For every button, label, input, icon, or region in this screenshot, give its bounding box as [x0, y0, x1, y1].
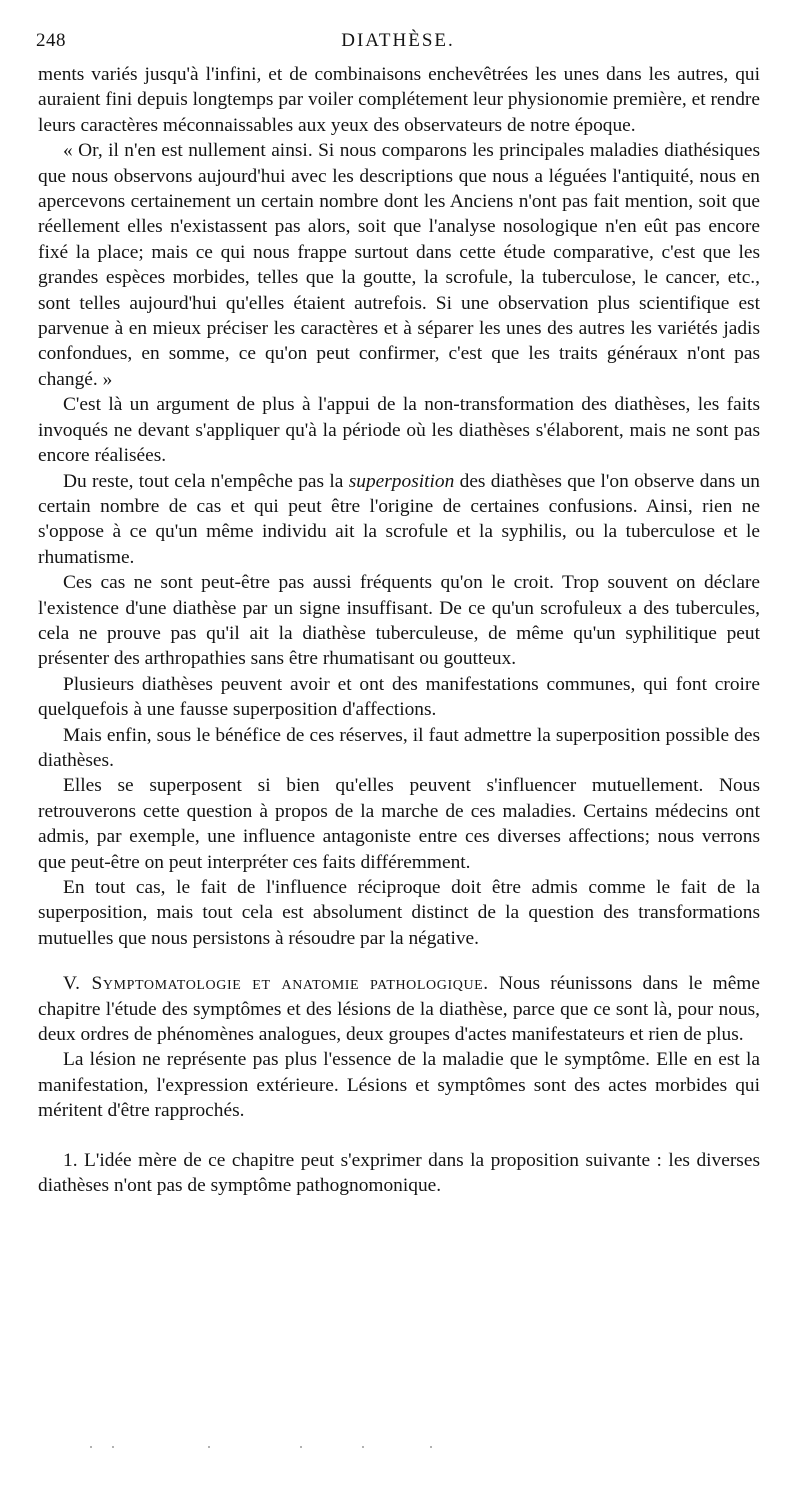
body-text: [38, 62, 760, 1198]
paragraph-proposition: 1. L'idée mère de ce chapitre peut s'exprimer dans la proposition suivante : les diverses diathèses n'ont pas de symptôme pathognomonique.: [38, 1149, 760, 1197]
paragraph-frequency: Ces cas ne sont peut-être pas aussi fréquents qu'on le croit. Trop souvent on déclare l'existence d'une diathèse par un signe insuffisant. De ce qu'un scrofuleux a des tubercules, cela ne prouve pas qu'il ait la diathèse tuberculeuse, de même qu'un syphilitique peut présenter des arthropathies sans être rhumatisant ou goutteux.: [38, 572, 760, 670]
paragraph-superposition-rest: des diathèses que l'on observe dans un certain nombre de cas et qui peut être l'origine de certaines confusions. Ainsi, rien ne s'oppose à ce qu'un même individu ait la scrofule et la syphilis, ou la tuberculose et le rhumatisme.: [38, 470, 760, 568]
scan-specks: [90, 1446, 450, 1452]
paragraph-continuation: ments variés jusqu'à l'infini, et de combinaisons enchevêtrées les unes dans les autres, qui auraient fini depuis longtemps par voiler complétement leur physionomie première, et rendre leurs caractères méconnaissables aux yeux des observateurs de notre époque.: [38, 64, 760, 136]
running-title: DIATHÈSE.: [341, 30, 455, 51]
paragraph-superposition: [38, 469, 760, 571]
page-number: 248: [36, 30, 66, 51]
superposition-emphasis: superposition: [348, 470, 455, 492]
paragraph-reserves: Mais enfin, sous le bénéfice de ces réserves, il faut admettre la superposition possible des diathèses.: [38, 724, 760, 771]
section-heading: V. Symptomatologie et anatomie pathologique.: [63, 973, 489, 995]
paragraph-quotation: « Or, il n'en est nullement ainsi. Si nous comparons les principales maladies diathésiques que nous observons aujourd'hui avec les descriptions que nous a léguées l'antiquité, nous en apercevons certainement un certain nombre dont les Anciens n'ont pas fait mention, soit que réellement elles n'existassent pas alors, soit que l'analyse nosologique n'en eût pas encore fixé la place; mais ce qui nous frappe surtout dans cette étude comparative, c'est que les grandes espèces morbides, telles que la goutte, la scrofule, la tuberculose, le cancer, etc., sont telles aujourd'hui qu'elles étaient autrefois. Si une observation plus scientifique est parvenue à en mieux préciser les caractères et à séparer les unes des autres les variétés jadis confondues, en somme, ce qu'on peut confirmer, c'est que les traits généraux n'ont pas changé. »: [38, 140, 760, 390]
paragraph-reciprocal-influence: En tout cas, le fait de l'influence réciproque doit être admis comme le fait de la superposition, mais tout cela est absolument distinct de la question des transformations mutuelles que nous persistons à résoudre par la négative.: [38, 877, 760, 949]
paragraph-superposition-lead: Du reste, tout cela n'empêche pas la: [63, 470, 349, 492]
page-header: [36, 30, 760, 60]
paragraph-lesion: La lésion ne représente pas plus l'essence de la maladie que le symptôme. Elle en est la manifestation, l'expression extérieure. Lésions et symptômes sont des actes morbides qui méritent d'être rapprochés.: [38, 1049, 760, 1122]
paragraph-common-manifestations: Plusieurs diathèses peuvent avoir et ont des manifestations communes, qui font croire quelquefois à une fausse superposition d'affections.: [38, 673, 760, 721]
paragraph-section-v: [38, 971, 760, 1047]
section-v-text: Nous réunissons dans le même chapitre l'étude des symptômes et des lésions de la diathèse, parce que ce sont là, pour nous, deux ordres de phénomènes analogues, deux groupes d'actes manifestateurs et rien de plus.: [38, 973, 760, 1046]
paragraph-mutual-influence: Elles se superposent si bien qu'elles peuvent s'influencer mutuellement. Nous retrouverons cette question à propos de la marche de ces maladies. Certains médecins ont admis, par exemple, une influence antagoniste entre ces diverses affections; nous verrons que peut-être on peut interpréter ces faits différemment.: [38, 775, 760, 873]
paragraph-argument: C'est là un argument de plus à l'appui de la non-transformation des diathèses, les faits invoqués ne devant s'appliquer qu'à la période où les diathèses s'élaborent, mais ne sont pas encore réalisées.: [38, 394, 760, 467]
